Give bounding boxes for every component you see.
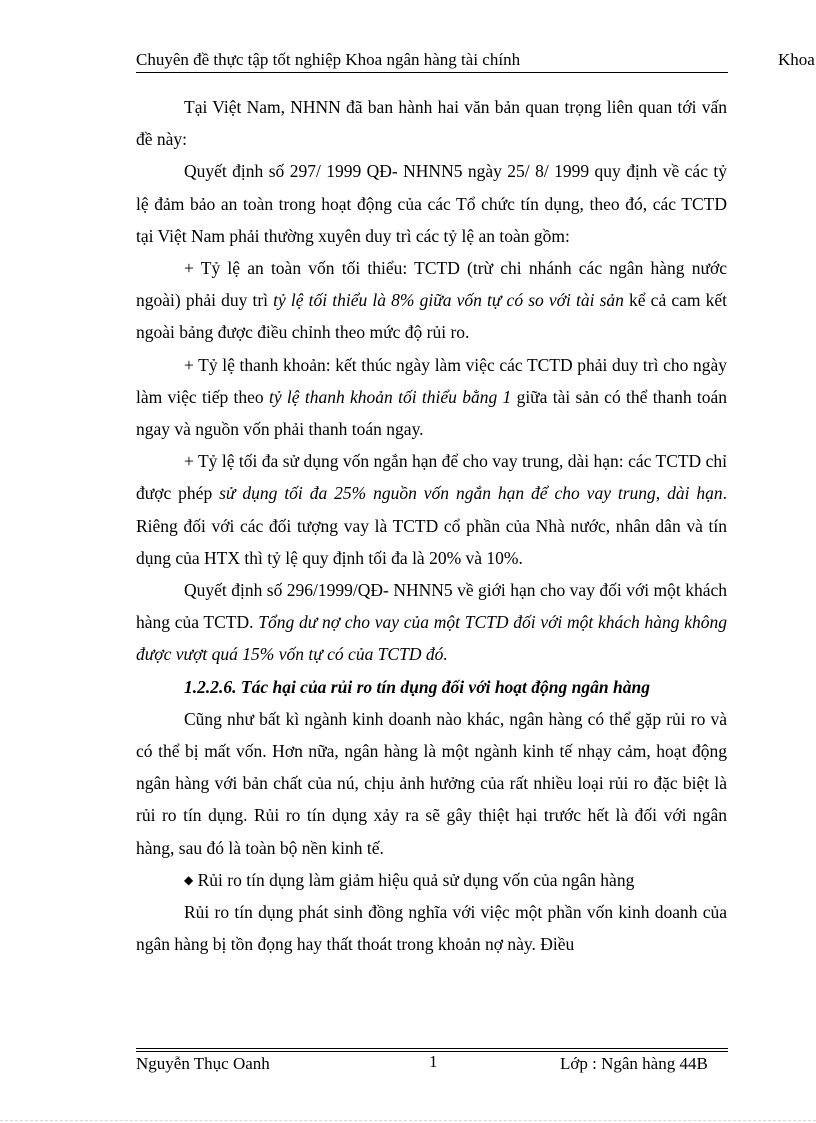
italic-span: tỷ lệ tối thiểu là 8% giữa vốn tự có so với tài sản	[273, 290, 624, 311]
text-span: giữa tài sản có thể thanh toán ngay và nguồn vốn phải thanh toán ngay.	[136, 386, 728, 440]
paragraph-liquidity-ratio	[136, 349, 727, 446]
italic-span: Tổng dư nợ cho vay của một TCTD đối với một khách hàng không được vượt quá 15% vốn tự có của TCTD đó.	[136, 612, 727, 665]
paragraph-decision-297: Quyết định số 297/ 1999 QĐ- NHNN5 ngày 25/ 8/ 1999 quy định về các tỷ lệ đảm bảo an toàn trong hoạt động của các Tổ chức tín dụng, theo đó, các TCTD tại Việt Nam phải thường xuyên duy trì các tỷ lệ an toàn gồm:	[136, 161, 727, 246]
page-number: 1	[429, 1052, 438, 1071]
document-body	[136, 91, 727, 960]
header-title: Chuyên đề thực tập tốt nghiệp Khoa ngân hàng tài chính	[136, 50, 521, 69]
text-span: + Tỷ lệ thanh khoản: kết thúc ngày làm việc các TCTD phải duy trì cho ngày làm việc tiếp theo	[136, 354, 727, 407]
paragraph-intro: Tại Việt Nam, NHNN đã ban hành hai văn bản quan trọng liên quan tới vấn đề này:	[136, 97, 727, 150]
text-span: . Riêng đối với các đối tượng vay là TCTD cổ phần của Nhà nước, nhân dân và tín dụng của HTX thì tỷ lệ quy định tối đa là 20% và 10%.	[136, 483, 728, 568]
paragraph-credit-risk-effects: Cũng như bất kì ngành kinh doanh nào khác, ngân hàng có thể gặp rủi ro và có thể bị mất vốn. Hơn nữa, ngân hàng là một ngành kinh tế nhạy cảm, hoạt động ngân hàng với bản chất của nú, chịu ảnh hưởng của rất nhiều loại rủi ro đặc biệt là rủi ro tín dụng. Rủi ro tín dụng xảy ra sẽ gây thiệt hại trước hết là đối với ngân hàng, sau đó là toàn bộ nền kinh tế.	[136, 708, 727, 858]
footer-author: Nguyễn Thục Oanh	[136, 1054, 270, 1073]
italic-span: tỷ lệ thanh khoản tối thiểu bằng 1	[269, 386, 512, 407]
header-rule	[136, 72, 728, 73]
paragraph-capital-loss: Rủi ro tín dụng phát sinh đồng nghĩa với việc một phần vốn kinh doanh của ngân hàng bị tồn đọng hay thất thoát trong khoản nợ này. Điều	[136, 902, 727, 955]
text-span: kể cả cam kết ngoài bảng được điều chỉnh theo mức độ rủi ro.	[136, 290, 727, 343]
diamond-bullet-icon: ◆	[184, 872, 194, 887]
footer-class: Lớp : Ngân hàng 44B	[560, 1054, 708, 1073]
paragraph-short-term-funds	[136, 445, 727, 574]
italic-span: sử dụng tối đa 25% nguồn vốn ngắn hạn để cho vay trung, dài hạn	[219, 483, 723, 504]
header-right-text: Khoa	[778, 50, 815, 69]
paragraph-capital-ratio	[136, 252, 727, 349]
text-span: Quyết định số 296/1999/QĐ- NHNN5 về giới hạn cho vay đối với một khách hàng của TCTD.	[136, 580, 727, 633]
page-boundary	[0, 1120, 816, 1121]
paragraph-decision-296	[136, 574, 727, 671]
text-span: + Tỷ lệ tối đa sử dụng vốn ngắn hạn để cho vay trung, dài hạn: các TCTD chỉ được phép	[136, 451, 727, 504]
bullet-item	[136, 864, 727, 896]
section-heading: 1.2.2.6. Tác hại của rủi ro tín dụng đối với hoạt động ngân hàng	[184, 676, 650, 697]
text-span: + Tỷ lệ an toàn vốn tối thiểu: TCTD (trừ chi nhánh các ngân hàng nước ngoài) phải duy trì	[136, 258, 727, 311]
bullet-text: Rủi ro tín dụng làm giảm hiệu quả sử dụng vốn của ngân hàng	[197, 869, 635, 890]
footer-rule-top	[136, 1048, 728, 1049]
